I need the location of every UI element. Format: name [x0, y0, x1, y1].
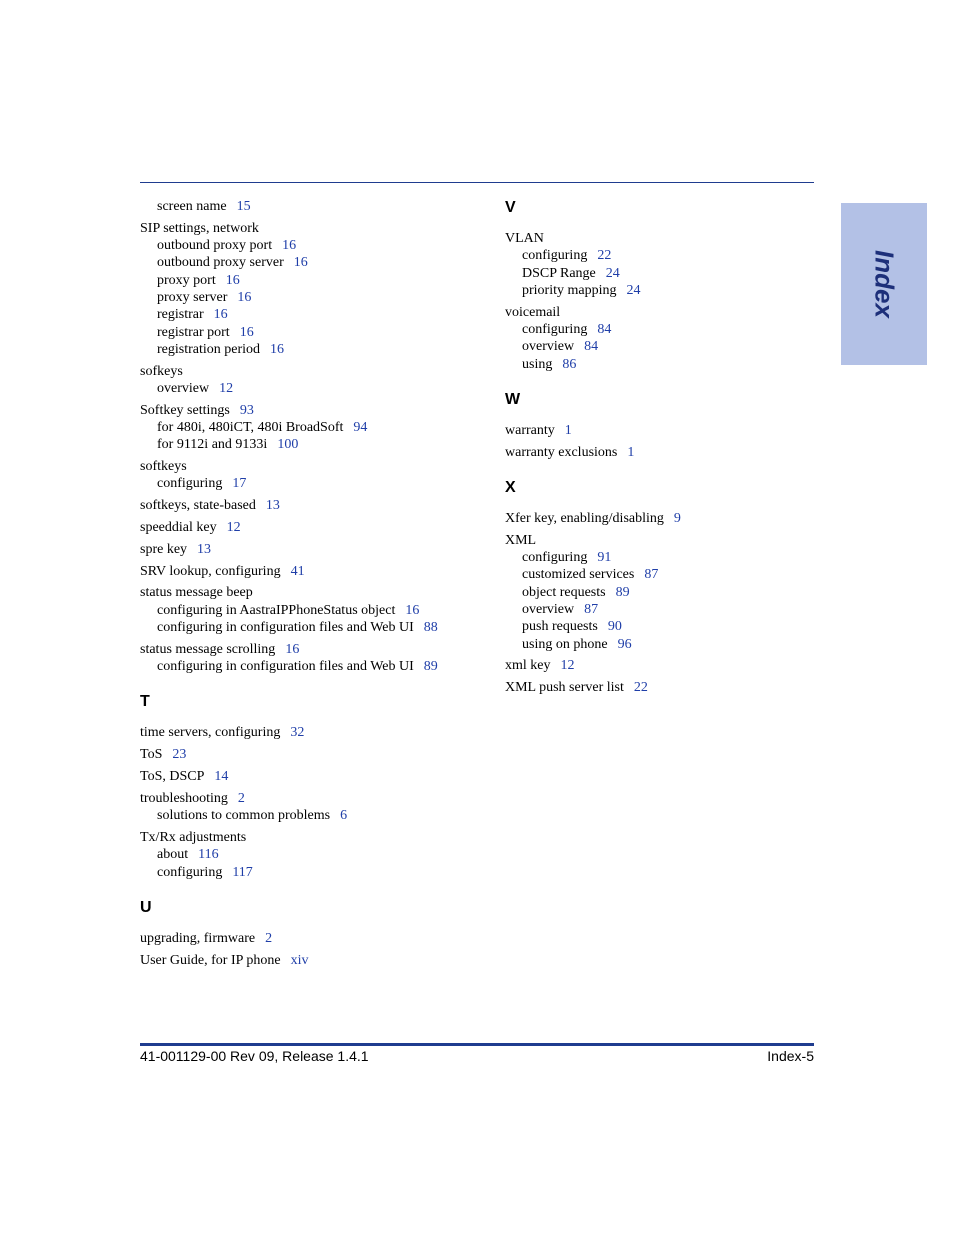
index-entry — [140, 641, 485, 658]
page-link[interactable]: 89 — [615, 584, 630, 600]
index-entry — [505, 230, 805, 247]
index-term: Softkey settings — [140, 402, 230, 418]
index-term: using — [522, 356, 553, 372]
index-side-tab — [841, 203, 927, 365]
page-link[interactable]: xiv — [290, 952, 309, 968]
index-subentry — [140, 380, 485, 397]
index-term: configuring in configuration files and Web UI — [157, 620, 414, 636]
index-term: proxy port — [157, 272, 216, 288]
index-term: using on phone — [522, 636, 608, 652]
index-term: overview — [522, 601, 575, 617]
index-term: ToS — [140, 747, 163, 763]
section-letter: U — [140, 898, 152, 916]
index-term: outbound proxy server — [157, 255, 284, 271]
index-subentry — [140, 324, 485, 341]
index-term: VLAN — [505, 231, 544, 246]
index-subentry — [505, 584, 805, 601]
index-entry — [505, 657, 805, 674]
page-link[interactable]: 13 — [197, 541, 212, 557]
page-link[interactable]: 90 — [607, 619, 622, 635]
page-link[interactable]: 1 — [627, 444, 635, 460]
page-link[interactable]: 84 — [597, 321, 612, 337]
index-term: proxy server — [157, 289, 228, 305]
page-link[interactable]: 24 — [626, 282, 641, 298]
index-term: User Guide, for IP phone — [140, 952, 281, 968]
index-term: registration period — [157, 341, 261, 357]
index-entry — [140, 746, 485, 763]
header-rule — [140, 182, 814, 183]
index-term: outbound proxy port — [157, 238, 273, 254]
page-link[interactable]: 100 — [277, 437, 299, 453]
index-subentry — [140, 807, 485, 824]
index-term: configuring — [157, 864, 223, 880]
page-link[interactable]: 12 — [226, 520, 241, 536]
index-entry — [505, 444, 805, 461]
page-link[interactable]: 6 — [340, 808, 348, 824]
index-entry — [140, 541, 485, 558]
index-term: about — [157, 847, 189, 863]
index-subentry — [505, 247, 805, 264]
index-term: Tx/Rx adjustments — [140, 829, 247, 845]
page-link[interactable]: 41 — [290, 563, 305, 579]
page-link[interactable]: 16 — [285, 641, 300, 657]
index-term: XML push server list — [505, 680, 624, 696]
section-letter: X — [505, 478, 516, 496]
index-entry — [140, 829, 485, 846]
page-link[interactable]: 16 — [293, 255, 308, 271]
index-term: status message beep — [140, 585, 253, 601]
index-term: registrar — [157, 307, 204, 323]
index-term: warranty exclusions — [505, 444, 618, 460]
index-subentry — [140, 602, 485, 619]
index-term: push requests — [522, 619, 598, 635]
index-entry — [140, 519, 485, 536]
index-term: registrar port — [157, 324, 230, 340]
page-link[interactable]: 1 — [564, 422, 572, 438]
page-link[interactable]: 14 — [214, 769, 229, 785]
index-subentry — [140, 419, 485, 436]
index-term: voicemail — [505, 304, 561, 320]
page-link[interactable]: 16 — [213, 307, 228, 323]
index-subentry — [140, 864, 485, 881]
index-entry — [140, 402, 485, 419]
index-term: status message scrolling — [140, 641, 276, 657]
index-entry — [140, 363, 485, 380]
index-entry — [140, 563, 485, 580]
page-link[interactable]: 16 — [239, 324, 254, 340]
page-link[interactable]: 86 — [562, 356, 577, 372]
index-term: speeddial key — [140, 520, 217, 536]
footer-rule — [140, 1043, 814, 1046]
page-link[interactable]: 16 — [270, 341, 285, 357]
index-term: screen name — [157, 199, 227, 214]
index-term: softkeys, state-based — [140, 498, 256, 514]
page-link[interactable]: 116 — [198, 847, 219, 863]
index-subentry — [505, 601, 805, 618]
index-entry — [140, 497, 485, 514]
index-term: SIP settings, network — [140, 220, 259, 236]
page-link[interactable]: 84 — [584, 339, 599, 355]
index-term: configuring — [522, 550, 588, 566]
index-entry — [140, 220, 485, 237]
page-link[interactable]: 117 — [232, 864, 253, 880]
page-link[interactable]: 87 — [644, 567, 659, 583]
index-term: configuring — [522, 248, 588, 264]
index-term: configuring in AastraIPPhoneStatus object — [157, 602, 396, 618]
index-subentry — [505, 338, 805, 355]
page-link[interactable]: 13 — [265, 498, 280, 514]
index-term: DSCP Range — [522, 265, 596, 281]
footer-page-number: Index-5 — [767, 1048, 814, 1064]
index-subentry — [505, 282, 805, 299]
page-link[interactable]: 89 — [423, 659, 438, 675]
index-term: warranty — [505, 422, 555, 438]
page-link[interactable]: 94 — [353, 420, 368, 436]
index-term: configuring — [157, 476, 223, 492]
index-term: SRV lookup, configuring — [140, 563, 281, 579]
index-term: priority mapping — [522, 282, 617, 298]
index-entry — [505, 532, 805, 549]
index-term: overview — [157, 380, 210, 396]
index-entry — [140, 584, 485, 601]
page-link[interactable]: 32 — [290, 725, 305, 741]
index-entry — [505, 510, 805, 527]
index-subentry — [140, 272, 485, 289]
index-term: configuring in configuration files and Web UI — [157, 659, 414, 675]
page-link[interactable]: 96 — [617, 636, 632, 652]
index-term: time servers, configuring — [140, 725, 281, 741]
index-subentry — [505, 265, 805, 282]
index-term: sofkeys — [140, 363, 183, 379]
index-term: overview — [522, 339, 575, 355]
side-tab-label: Index — [869, 250, 900, 318]
index-term: configuring — [522, 321, 588, 337]
index-subentry — [505, 356, 805, 373]
index-column-left — [140, 198, 485, 969]
page-link[interactable]: 12 — [560, 658, 575, 674]
index-subentry — [140, 289, 485, 306]
page-link[interactable]: 87 — [584, 601, 599, 617]
index-entry — [505, 679, 805, 696]
index-entry — [140, 458, 485, 475]
page-link[interactable]: 12 — [219, 380, 234, 396]
index-term: object requests — [522, 584, 606, 600]
index-term: troubleshooting — [140, 790, 228, 806]
index-term: spre key — [140, 541, 188, 557]
index-entry — [140, 930, 485, 947]
page-link[interactable]: 22 — [597, 248, 612, 264]
index-subentry — [140, 475, 485, 492]
index-entry — [505, 304, 805, 321]
index-entry — [140, 724, 485, 741]
index-term: softkeys — [140, 459, 187, 475]
index-column-right — [505, 198, 805, 696]
index-subentry — [505, 636, 805, 653]
index-subentry — [505, 566, 805, 583]
page-link[interactable]: 16 — [237, 289, 252, 305]
index-term: XML — [505, 532, 537, 548]
page-link[interactable]: 9 — [673, 510, 681, 526]
index-subentry — [505, 321, 805, 338]
index-entry — [505, 422, 805, 439]
index-entry — [140, 768, 485, 785]
index-subentry — [140, 237, 485, 254]
page-link[interactable]: 24 — [605, 265, 620, 281]
section-letter: T — [140, 693, 150, 711]
index-term: upgrading, firmware — [140, 930, 256, 946]
index-subentry — [505, 618, 805, 635]
index-subentry — [505, 549, 805, 566]
section-letter: W — [505, 390, 521, 408]
page-link[interactable]: 22 — [633, 680, 648, 696]
index-term: Xfer key, enabling/disabling — [505, 510, 664, 526]
page-link[interactable]: 16 — [405, 602, 420, 618]
page-link[interactable]: 2 — [237, 790, 245, 806]
index-term: for 9112i and 9133i — [157, 437, 268, 453]
index-subentry — [140, 306, 485, 323]
page-link[interactable]: 17 — [232, 476, 247, 492]
page-link[interactable]: 2 — [265, 930, 273, 946]
index-subentry — [140, 619, 485, 636]
page-link[interactable]: 93 — [239, 402, 254, 418]
section-letter: V — [505, 199, 516, 216]
index-term: ToS, DSCP — [140, 769, 205, 785]
index-term: customized services — [522, 567, 635, 583]
page-link[interactable]: 88 — [423, 620, 438, 636]
index-subentry — [140, 436, 485, 453]
index-term: for 480i, 480iCT, 480i BroadSoft — [157, 420, 344, 436]
index-entry — [140, 790, 485, 807]
footer-document-id: 41-001129-00 Rev 09, Release 1.4.1 — [140, 1048, 369, 1064]
index-term: xml key — [505, 658, 551, 674]
index-subentry — [140, 254, 485, 271]
page-link[interactable]: 16 — [282, 238, 297, 254]
index-subentry — [140, 341, 485, 358]
index-subentry — [140, 658, 485, 675]
index-subentry — [140, 846, 485, 863]
index-subentry — [140, 198, 485, 215]
index-term: solutions to common problems — [157, 808, 331, 824]
page-link[interactable]: 23 — [172, 747, 187, 763]
page-link[interactable]: 16 — [225, 272, 240, 288]
page-link[interactable]: 91 — [597, 550, 612, 566]
page-link[interactable]: 15 — [236, 199, 251, 214]
index-entry — [140, 952, 485, 969]
